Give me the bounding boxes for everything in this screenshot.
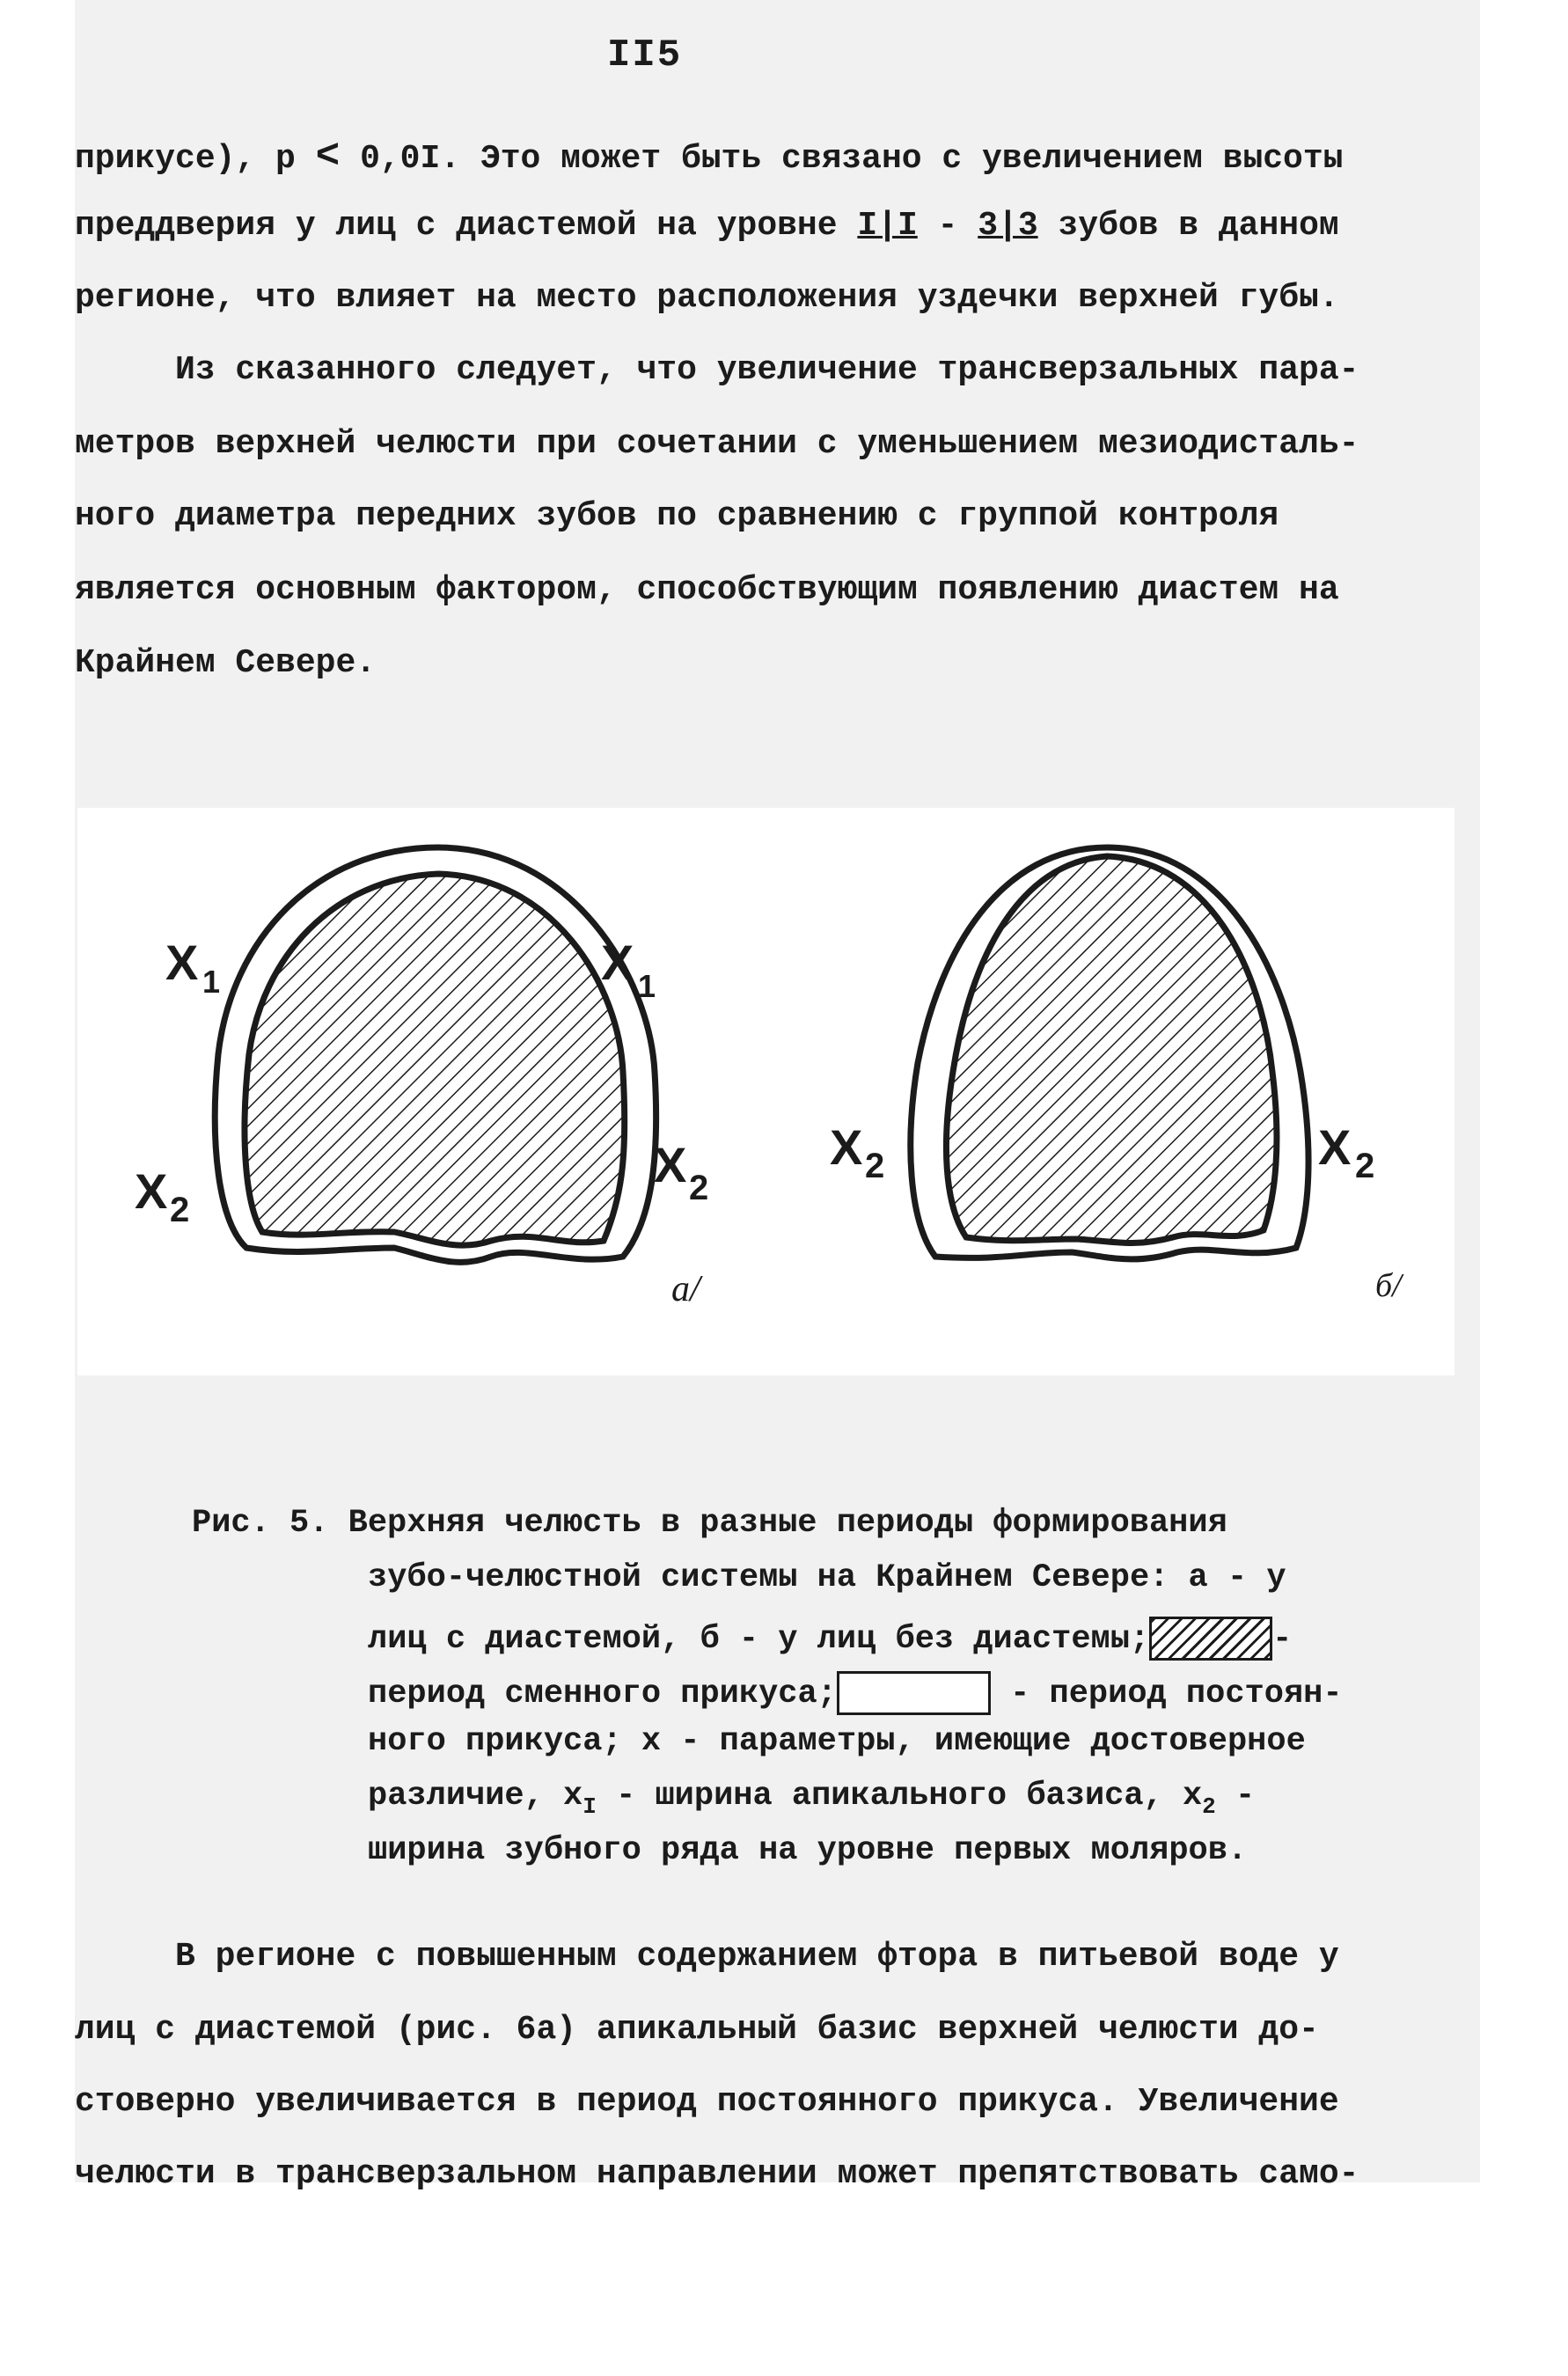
paragraph-3-line-1: В регионе с повышенным содержанием фтора в питьевой воде у	[75, 1938, 1339, 1976]
caption-line-1: Рис. 5. Верхняя челюсть в разные периоды формирования	[192, 1505, 1227, 1542]
caption-line-2: зубо-челюстной системы на Крайнем Севере: а - у	[368, 1559, 1286, 1596]
caption-line-6-a: различие, x	[368, 1778, 583, 1815]
label-x1-left-sub: 1	[202, 964, 221, 1000]
paragraph-1-line-1-end: 0,0I. Это может быть связано с увеличением высоты	[360, 140, 1344, 178]
less-than-sign: <	[315, 134, 341, 180]
label-x2-left-sub: 2	[170, 1191, 190, 1229]
caption-line-6-c: -	[1215, 1778, 1256, 1815]
label-x2-right: X	[654, 1137, 687, 1192]
panel-a-hatched-area	[245, 874, 625, 1245]
label-x2-b-left-sub: 2	[865, 1147, 885, 1185]
caption-line-3	[368, 1617, 1292, 1661]
tooth-formula-2: 3|3	[978, 207, 1038, 245]
jaw-figure	[77, 808, 1454, 1375]
paragraph-2-line-5: Крайнем Севере.	[75, 644, 377, 682]
caption-line-3-text: лиц с диастемой, б - у лиц без диастемы;	[368, 1620, 1150, 1658]
caption-line-6-b: - ширина апикального базиса, x	[596, 1778, 1203, 1815]
paragraph-1-line-2-e: зубов в данном	[1058, 207, 1339, 245]
label-x1-right: X	[601, 935, 634, 990]
tooth-formula-1: I|I	[857, 207, 918, 245]
panel-b-letter: б/	[1375, 1267, 1402, 1304]
label-x2-right-sub: 2	[689, 1169, 709, 1207]
paragraph-1-line-1-start: прикусе), р	[75, 140, 296, 178]
caption-line-6	[368, 1780, 1255, 1818]
caption-line-7: ширина зубного ряда на уровне первых моляров.	[368, 1832, 1248, 1869]
hatched-legend-swatch	[1149, 1617, 1272, 1661]
page-number: II5	[607, 33, 683, 77]
label-x2-b-left: X	[830, 1119, 863, 1175]
caption-line-4	[368, 1671, 1343, 1715]
paragraph-2-line-1: Из сказанного следует, что увеличение трансверзальных пара-	[75, 351, 1359, 389]
paragraph-2-line-3: ного диаметра передних зубов по сравнению с группой контроля	[75, 497, 1279, 535]
panel-b-hatched-area	[946, 856, 1277, 1243]
paragraph-3-line-4: челюсти в трансверзальном направлении может препятствовать само-	[75, 2155, 1359, 2193]
paragraph-1-line-2-a: преддверия у лиц с диастемой на уровне	[75, 207, 838, 245]
empty-legend-swatch	[837, 1671, 991, 1715]
caption-line-4-rest: - период постоян-	[990, 1675, 1343, 1712]
label-x2-b-right-sub: 2	[1355, 1147, 1375, 1185]
paragraph-1-line-2	[75, 209, 1465, 243]
dash: -	[937, 207, 958, 245]
paragraph-3-line-3: стоверно увеличивается в период постоянного прикуса. Увеличение	[75, 2083, 1339, 2121]
paragraph-3-line-2: лиц с диастемой (рис. 6а) апикальный базис верхней челюсти до-	[75, 2011, 1319, 2049]
label-x1-left: X	[165, 935, 199, 990]
caption-line-4-text: период сменного прикуса;	[368, 1675, 837, 1712]
caption-line-3-dash: -	[1272, 1620, 1293, 1658]
paragraph-2-line-4: является основным фактором, способствующим появлению диастем на	[75, 571, 1339, 609]
paragraph-1-line-3: регионе, что влияет на место расположения уздечки верхней губы.	[75, 279, 1339, 317]
paragraph-1-line-1	[75, 134, 1465, 180]
caption-line-6-sub2: 2	[1202, 1793, 1216, 1820]
caption-line-6-sub: I	[583, 1793, 597, 1820]
paragraph-2-line-2: метров верхней челюсти при сочетании с уменьшением мезиодисталь-	[75, 425, 1359, 463]
label-x2-b-right: X	[1318, 1119, 1352, 1175]
label-x2-left: X	[135, 1163, 168, 1219]
label-x1-right-sub: 1	[638, 968, 656, 1004]
jaw-figure-drawing	[77, 808, 1454, 1375]
caption-line-5: ного прикуса; х - параметры, имеющие достоверное	[368, 1723, 1306, 1760]
panel-a-letter: а/	[671, 1269, 700, 1309]
